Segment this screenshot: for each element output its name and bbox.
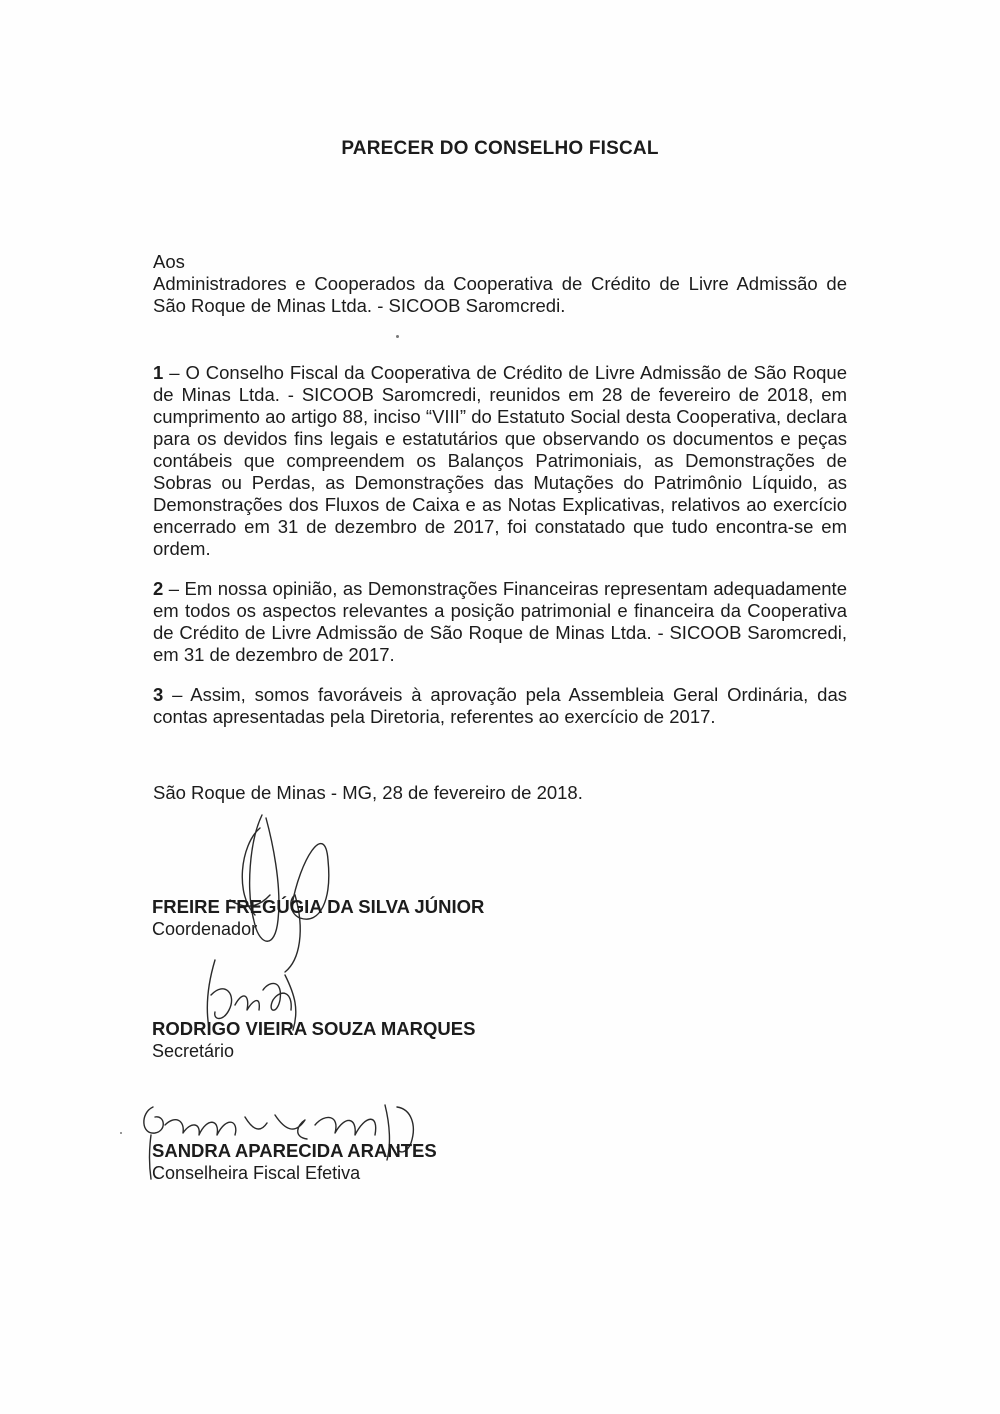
scan-speck <box>396 335 399 338</box>
signatory-3-name: SANDRA APARECIDA ARANTES <box>152 1140 437 1161</box>
paragraph-text: – O Conselho Fiscal da Cooperativa de Crédito de Livre Admissão de São Roque de Minas Ltda. - SICOOB Saromcredi, reunidos em 28 de fevereiro de 2018, em cumprimento ao artigo 88, inciso “VIII” do Estatuto Social desta Cooperativa, declara para os devidos fins legais e estatutários que observando os documentos e peças contábeis que compreendem os Balanços Patrimoniais, as Demonstrações de Sobras ou Perdas, as Demonstrações das Mutações do Patrimônio Líquido, as Demonstrações dos Fluxos de Caixa e as Notas Explicativas, relativos ao exercício encerrado em 31 de dezembro de 2017, foi constatado que tudo encontra-se em ordem. <box>153 362 847 559</box>
paragraph-text: – Em nossa opinião, as Demonstrações Financeiras representam adequadamente em todos os aspectos relevantes a posição patrimonial e financeira da Cooperativa de Crédito de Livre Admissão de São Roque de Minas Ltda. - SICOOB Saromcredi, em 31 de dezembro de 2017. <box>153 578 847 665</box>
paragraph-number: 3 <box>153 684 164 705</box>
paragraph-number: 2 <box>153 578 164 599</box>
place-and-date: São Roque de Minas - MG, 28 de fevereiro de 2018. <box>153 782 583 803</box>
paragraph-1 <box>153 362 847 560</box>
signatory-2-name: RODRIGO VIEIRA SOUZA MARQUES <box>152 1018 476 1039</box>
document-title: PARECER DO CONSELHO FISCAL <box>341 138 659 159</box>
paragraph-number: 1 <box>153 362 164 383</box>
address-recipients: Administradores e Cooperados da Cooperativa de Crédito de Livre Admissão de São Roque de Minas Ltda. - SICOOB Saromcredi. <box>153 273 847 316</box>
address-salutation: Aos <box>153 251 185 272</box>
paragraph-3 <box>153 684 847 728</box>
signature-1-drawing <box>200 800 360 975</box>
paragraph-text: – Assim, somos favoráveis à aprovação pela Assembleia Geral Ordinária, das contas apresentadas pela Diretoria, referentes ao exercício de 2017. <box>153 684 847 727</box>
paragraph-2 <box>153 578 847 666</box>
address-block <box>153 251 847 317</box>
scan-speck <box>120 1132 122 1134</box>
signatory-1-name: FREIRE FREGÚGIA DA SILVA JÚNIOR <box>152 896 485 917</box>
signatory-3-role: Conselheira Fiscal Efetiva <box>152 1163 361 1183</box>
signatory-2-role: Secretário <box>152 1041 235 1061</box>
signatory-1-role: Coordenador <box>152 919 258 939</box>
